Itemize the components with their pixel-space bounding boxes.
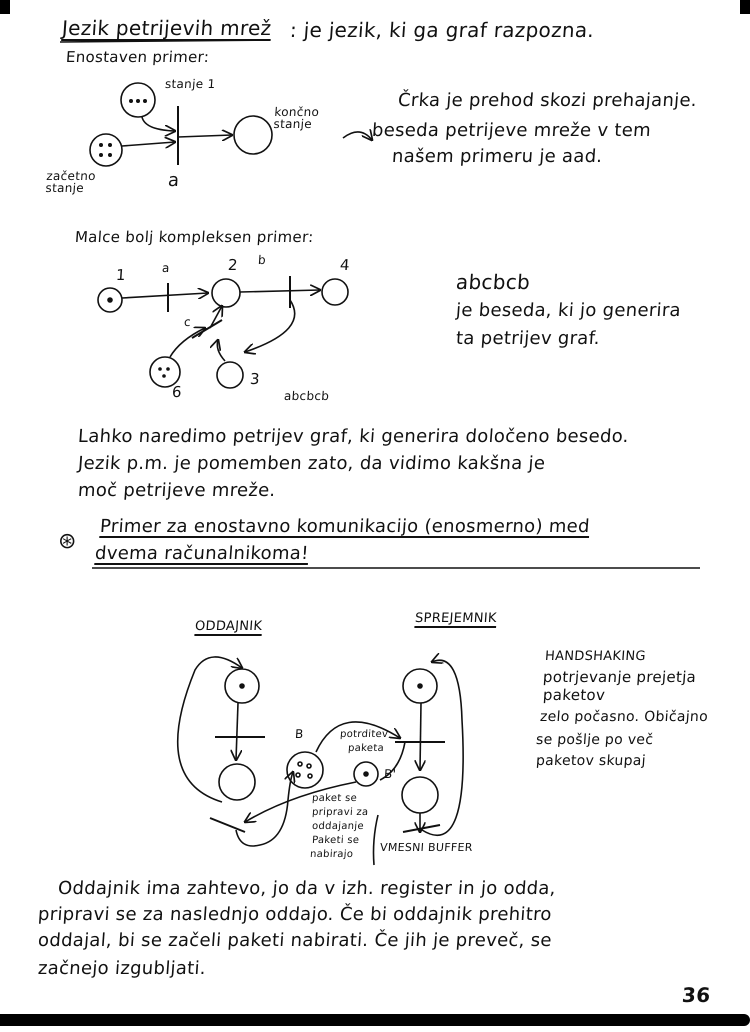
receiver-label: SPREJEMNIK: [414, 611, 498, 626]
note-line: ta petrijev graf.: [455, 328, 601, 349]
place-buffer-B: [287, 752, 323, 788]
note-line: našem primeru je aad.: [391, 146, 604, 167]
place-2: [212, 279, 240, 307]
note-line: je beseda, ki jo generira: [455, 300, 682, 321]
paragraph-line: oddajal, bi se začeli paketi nabirati. Če jih je preveč, se: [37, 930, 553, 951]
receiver-place-process: [402, 777, 438, 813]
heading-term: Jezik petrijevih mrež: [61, 16, 273, 40]
label-confirm: potrditev: [339, 729, 389, 740]
note-line: zelo počasno. Običajno: [539, 709, 709, 725]
arc: [142, 117, 175, 131]
paragraph-line: Oddajnik ima zahtevo, jo da v izh. register in jo odda,: [57, 878, 557, 899]
label-transition-b: b: [257, 253, 267, 267]
tokens: [99, 143, 112, 157]
label-final-state: končno stanje: [273, 105, 320, 131]
paragraph-line: pripravi se za naslednjo oddajo. Če bi oddajnik prehitro: [37, 904, 553, 925]
heading-definition: : je jezik, ki ga graf razpozna.: [289, 18, 596, 42]
label-packet: Paketi se: [311, 835, 360, 846]
place-3: [217, 362, 243, 388]
example1-title: Enostaven primer:: [65, 48, 210, 66]
star-bullet-icon: ⊛: [58, 529, 77, 554]
place-6: [150, 357, 180, 387]
note-line: potrjevanje prejetja: [542, 668, 697, 686]
paragraph-line: Lahko naredimo petrijev graf, ki generira določeno besedo.: [77, 426, 630, 447]
tokens: [129, 99, 147, 103]
receiver-transition: [403, 825, 440, 832]
transition-c: [192, 320, 222, 338]
sender-label: ODDAJNIK: [194, 619, 263, 634]
label-B: B: [294, 727, 305, 741]
paragraph-line: Jezik p.m. je pomemben zato, da vidimo kakšna je: [77, 453, 546, 474]
arc: [122, 293, 208, 298]
note-line: HANDSHAKING: [544, 649, 647, 664]
note-line: se pošlje po več: [535, 732, 654, 748]
label-state1: stanje 1: [164, 77, 216, 91]
petri-net-simple: [90, 83, 372, 166]
sender-transition: [210, 818, 245, 832]
place-final: [234, 116, 272, 154]
label-buffer: VMESNI BUFFER: [379, 841, 474, 854]
example3-title: Primer za enostavno komunikacijo (enosmerno) med: [99, 516, 591, 537]
label-confirm: paketa: [347, 743, 385, 754]
bracket: [374, 815, 379, 865]
page-number: 36: [681, 983, 712, 1007]
petri-net-complex: [98, 276, 348, 388]
label-place-6: 6: [171, 383, 183, 401]
arc: [122, 142, 175, 146]
label-transition-a: a: [161, 261, 171, 275]
place-initial: [90, 134, 122, 166]
scan-edge: [0, 1014, 750, 1026]
place-4: [322, 279, 348, 305]
word: abcbcb: [455, 270, 531, 294]
note-line: Črka je prehod skozi prehajanje.: [397, 90, 698, 111]
label-place-2: 2: [227, 256, 239, 274]
label-packet: paket se: [311, 793, 358, 804]
label-place-4: 4: [339, 256, 351, 274]
arrow: [343, 132, 372, 140]
label-packet: oddajanje: [311, 821, 365, 832]
arc: [217, 340, 225, 361]
sender-place-wait: [219, 764, 255, 800]
label-place-1: 1: [115, 266, 127, 284]
note-line: paketov: [542, 686, 606, 704]
paragraph-line: moč petrijeve mreže.: [77, 480, 277, 501]
example3-title: dvema računalnikoma!: [94, 543, 310, 564]
arc: [245, 300, 295, 352]
label-transition-c: c: [183, 315, 192, 329]
arc: [240, 290, 320, 292]
paragraph-line: začnejo izgubljati.: [37, 958, 207, 979]
example2-title: Malce bolj kompleksen primer:: [74, 228, 315, 246]
label-initial-state: začetno stanje: [45, 169, 97, 195]
label-packet: pripravi za: [311, 807, 369, 818]
token: [108, 298, 112, 302]
note-line: beseda petrijeve mreže v tem: [371, 120, 652, 141]
petri-net-communication: [178, 657, 463, 865]
label-packet: nabirajo: [309, 849, 354, 860]
arc: [178, 135, 232, 137]
label-transition-a: a: [167, 170, 181, 191]
small-word: abcbcb: [283, 389, 330, 403]
label-B-prime: B': [383, 767, 397, 781]
underline: [60, 40, 270, 42]
label-place-3: 3: [249, 370, 261, 388]
note-line: paketov skupaj: [535, 753, 647, 769]
